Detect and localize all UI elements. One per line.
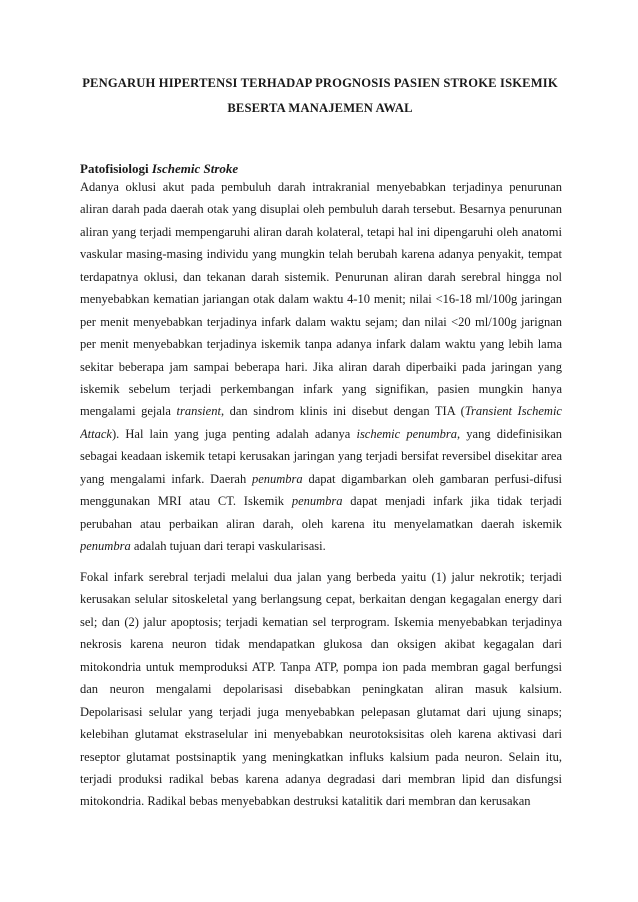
text-run: Fokal infark serebral terjadi melalui dua jalan yang berbeda yaitu (1) jalur nekrotik; terjadi [80, 570, 562, 584]
text-run: mitokondria. Radikal bebas menyebabkan destruksi katalitik dari membran dan kerusakan [80, 794, 531, 809]
text-run: mitokondria untuk memproduksi ATP. Tanpa ATP, pompa ion pada membran gagal berfungsi [80, 659, 562, 674]
text-line [80, 243, 562, 265]
text-run: adalah tujuan dari terapi vaskularisasi. [130, 539, 326, 553]
text-line [80, 513, 562, 535]
italic-text: Attack [80, 426, 112, 441]
text-line [80, 198, 562, 220]
text-run: Depolarisasi selular yang terjadi juga menyebabkan pelepasan glutamat dari ujung sinaps; [80, 704, 562, 719]
text-run: per menit menyebabkan terjadinya iskemik tanpa adanya infark dalam waktu yang lebih lama [80, 337, 562, 352]
text-run: terdapatnya oklusi, dan tekanan darah sistemik. Penurunan aliran darah serebral hingga nol [80, 269, 562, 284]
text-run: sekitar beberapa jam sampai beberapa hari. Jika aliran darah diperbaiki pada jaringan yang [80, 359, 562, 374]
text-run: menggunakan MRI atau CT. Iskemik [80, 494, 292, 509]
text-line [80, 566, 562, 588]
text-run: sebagai keadaan iskemik tetapi kerusakan jaringan yang terjadi bersifat reversibel disekitar area [80, 449, 562, 464]
text-line [80, 400, 562, 422]
text-line [80, 535, 562, 557]
text-line [80, 790, 562, 812]
text-run: ). Hal lain yang juga penting adalah adanya [111, 426, 357, 441]
text-line [80, 356, 562, 378]
text-line [80, 588, 562, 610]
text-run: , dan sindrom klinis ini disebut dengan TIA ( [220, 404, 465, 419]
italic-text: penumbra [80, 539, 131, 553]
text-line [80, 176, 562, 198]
text-line [80, 678, 562, 700]
text-run: perubahan atau perbaikan aliran darah, oleh karena itu menyelamatkan daerah iskemik [80, 516, 562, 531]
text-line [80, 445, 562, 467]
text-run: kelebihan glutamat ekstraselular ini menyebabkan neurotoksisitas oleh karena aktivasi dari [80, 727, 562, 742]
section-heading-prefix: Patofisiologi [80, 161, 152, 176]
text-line [80, 468, 562, 490]
text-run: aliran yang terjadi mempengaruhi aliran darah kolateral, tetapi hal ini dipengaruhi oleh anatomi [80, 224, 562, 239]
text-run: nekrosis karena neuron tidak mendapatkan glukosa dan oksigen akibat kegagalan dari [80, 637, 562, 652]
text-line [80, 490, 562, 512]
text-line [80, 633, 562, 655]
text-run: reseptor glutamat postsinaptik yang meningkatkan influks kalsium pada neuron. Selain itu, [80, 749, 562, 764]
italic-text: Transient Ischemic [464, 404, 562, 419]
text-line [80, 378, 562, 400]
text-line [80, 311, 562, 333]
document-title [60, 71, 580, 121]
text-run: dapat digambarkan oleh gambaran perfusi-difusi [302, 471, 562, 486]
text-line [80, 611, 562, 633]
italic-text: transient [176, 404, 221, 419]
text-line [80, 423, 562, 445]
text-line [80, 768, 562, 790]
text-line [80, 701, 562, 723]
paragraph-1 [80, 176, 562, 557]
text-line [80, 333, 562, 355]
text-run: terjadi produksi radikal bebas karena adanya degradasi dari membran lipid dan disfungsi [80, 771, 562, 786]
text-run: menyebabkan kematian jariangan otak dalam waktu 4-10 menit; nilai <16-18 ml/100g jaringan [80, 292, 562, 307]
text-line [80, 266, 562, 288]
text-run: per menit menyebabkan terjadinya infark dalam waktu sejam; dan nilai <20 ml/100g jarignan [80, 314, 562, 329]
text-line [80, 221, 562, 243]
text-line [80, 746, 562, 768]
text-run: sel; dan (2) jalur apoptosis; terjadi kematian sel terprogram. Iskemia menyebabkan terjadinya [80, 614, 562, 629]
text-line [80, 723, 562, 745]
section-heading-italic: Ischemic Stroke [151, 161, 239, 176]
document-title-line-2: BESERTA MANAJEMEN AWAL [227, 101, 413, 115]
text-run: vaskular masing-masing individu yang mungkin telah berubah karena adanya penyakit, tempat [80, 247, 562, 262]
text-run: yang mengalami infark. Daerah [80, 471, 252, 486]
italic-text: ischemic penumbra [356, 426, 458, 441]
document-title-line-1: PENGARUH HIPERTENSI TERHADAP PROGNOSIS PASIEN STROKE ISKEMIK [82, 76, 558, 90]
paragraph-2 [80, 566, 562, 813]
italic-text: penumbra [291, 494, 343, 509]
text-run: , yang didefinisikan [457, 426, 562, 441]
text-run: Adanya oklusi akut pada pembuluh darah intrakranial menyebabkan terjadinya penurunan [80, 180, 562, 194]
italic-text: penumbra [251, 471, 303, 486]
text-run: dapat menjadi infark jika tidak terjadi [342, 494, 562, 509]
text-run: aliran darah pada daerah otak yang disuplai oleh pembuluh darah tersebut. Besarnya penurunan [80, 202, 562, 217]
text-run: iskemik sebelum terjadi perkembangan infark yang signifikan, pasien mungkin hanya [80, 381, 562, 396]
text-run: mengalami gejala [80, 404, 177, 419]
text-run: kerusakan selular sitoskeletal yang berlangsung cepat, berkaitan dengan kegagalan energy dari [80, 592, 562, 607]
text-run: dan neuron mengalami depolarisasi disebabkan peningkatan aliran masuk kalsium. [80, 682, 562, 697]
text-line [80, 656, 562, 678]
text-line [80, 288, 562, 310]
